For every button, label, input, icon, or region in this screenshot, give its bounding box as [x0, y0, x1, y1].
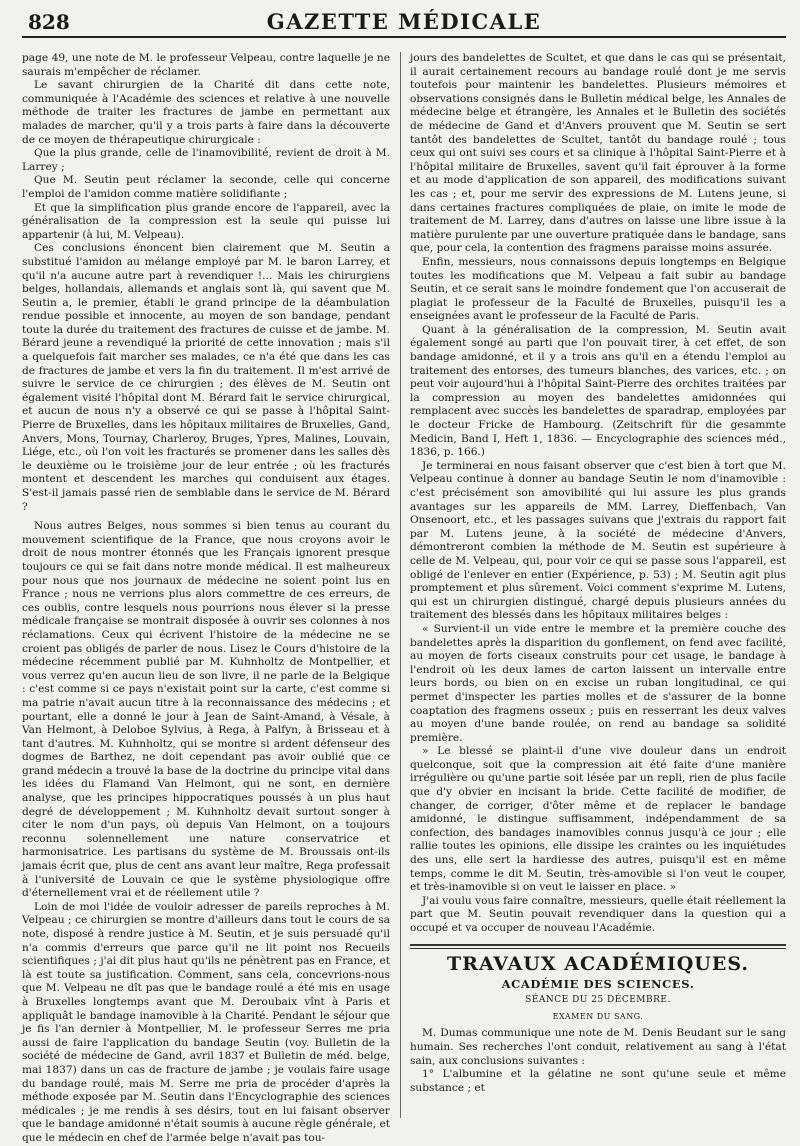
page-header [22, 8, 786, 38]
paragraph: jours des bandelettes de Scultet, et que dans le cas qui se présentait, il aurait certainement recours au bandage roulé dont je me servis toutefois pour maintenir les bandelettes. Plusieurs mémoires et observations consignés dans le Bulletin médical belge, les Annales de médecine belge et étrangère, les Annales et le Bulletin des sociétés de médecine de Gand et d'Anvers prouvent que M. Seutin se sert tantôt des bandelettes de Scultet, tantôt du bandage roulé ; tous ceux qui ont suivi ses cours et sa clinique à l'hôpital Saint-Pierre et à l'hôpital militaire de Bruxelles, savent qu'il fait éprouver à la forme et au mode d'application de son appareil, des modifications suivant les cas ; et, pour me servir des expressions de M. Lutens jeune, si dans certaines fractures compliquées de plaie, on imite le mode de traitement de M. Larrey, dans d'autres on laisse une libre issue à la matière purulente par une ouverture pratiquée dans le bandage, sans que, pour cela, la contention des fragmens paraisse moins assurée. [410, 52, 786, 255]
paragraph: Ces conclusions énoncent bien clairement que M. Seutin a substitué l'amidon au mélange employé par M. le baron Larrey, et qu'il n'a aucune autre part à revendiquer !... Mais les chirurgiens belges, hollandais, allemands et anglais sont là, qui savent que M. Seutin a, le premier, établi le grand principe de la déambulation rendue possible et innocente, au moyen de son bandage, pendant toute la durée du traitement des fractures de cuisse et de jambe. M. Bérard jeune a revendiqué la priorité de cette innovation ; mais s'il a quelquefois fait marcher ses malades, ce n'a été que dans les cas de fractures de jambe et vers la fin du traitement. Il m'est arrivé de suivre le service de ce chirurgien ; des élèves de M. Seutin ont également visité l'hôpital dont M. Bérard fait le service chirurgical, et aucun de nous n'y a observé ce qui se passe à l'hôpital Saint-Pierre de Bruxelles, dans les hôpitaux militaires de Bruxelles, Gand, Anvers, Mons, Tournay, Charleroy, Bruges, Ypres, Malines, Louvain, Liége, etc., où l'on voit les fracturés se promener dans les salles dès le deuxième ou le troisième jour de leur entrée ; où les fracturés montent et descendent les marches qui conduisent aux étages. S'est-il jamais passé rien de semblable dans le service de M. Bérard ? [22, 242, 390, 513]
paragraph: Le savant chirurgien de la Charité dit dans cette note, communiquée à l'Académie des sciences et relative à une nouvelle méthode de traiter les fractures de jambe en permettant aux malades de marcher, qu'il y a trois parts à faire dans la découverte de ce moyen de thérapeutique chirurgicale : [22, 79, 390, 146]
paragraph: Quant à la généralisation de la compression, M. Seutin avait également songé au parti que l'on pouvait tirer, à cet effet, de son bandage amidonné, et il y a trois ans qu'il en a étendu l'emploi au traitement des entorses, des tumeurs blanches, des varices, etc. ; on peut voir aujourd'hui à l'hôpital Saint-Pierre des orchites traitées par la compression au moyen des bandelettes amidonnées qui remplacent avec succès les bandelettes de sparadrap, employées par le docteur Fricke de Hambourg. (Zeitschrift für die gesammte Medicin, Band I, Heft 1, 1836. — Encyclographie des sciences méd., 1836, p. 166.) [410, 323, 786, 459]
page-number: 828 [28, 10, 70, 34]
section-title: TRAVAUX ACADÉMIQUES. [447, 952, 749, 975]
paragraph: Nous autres Belges, nous sommes si bien tenus au courant du mouvement scientifique de la France, que nous croyons avoir le droit de nous montrer étonnés que les Français ignorent presque toujours ce qui se fait dans notre monde médical. Il est malheureux pour nous que nos journaux de médecine ne soient point lus en France ; nous ne verrions plus alors commettre de ces erreurs, de ces oublis, contre lesquels nous pourrions nous élever si la presse médicale française se montrait disposée à ouvrir ses colonnes à nos réclamations. Ceux qui écrivent l'histoire de la médecine ne se croient pas obligés de parler de nous. Lisez le Cours d'histoire de la médecine récemment publié par M. Kuhnholtz de Montpellier, et vous verrez qu'en aucun lieu de son livre, il ne parle de la Belgique : c'est comme si ce pays n'existait point sur la carte, c'est comme si ma patrie n'avait aucun titre à la reconnaissance des médecins ; et pourtant, elle a donné le jour à Jean de Saint-Amand, à Vésale, à Van Helmont, à Deloboe Sylvius, à Rega, à Palfyn, à Brisseau et à tant d'autres. M. Kuhnholtz, qui se montre si ardent défenseur des dogmes de Barthez, ne doit cependant pas avoir oublié que ce grand médecin a trouvé la base de la doctrine du principe vital dans les idées du Flamand Van Helmont, qui ne sont, en dernière analyse, que les principes hippocratiques poussés à un plus haut degré de développement ; M. Kuhnholtz devait surtout songer à citer le nom d'un pays, où depuis Van Helmont, on a toujours reconnu solennellement une nature conservatrice et harmonisatrice. Les partisans du système de M. Broussais ont-ils jamais écrit que, plus de cent ans avant leur maître, Rega professait à l'université de Louvain ce que le système physiologique offre d'éternellement vrai et de réellement utile ? [22, 520, 390, 900]
right-column [410, 52, 786, 1118]
paragraph: J'ai voulu vous faire connaître, messieurs, quelle était réellement la part que M. Seutin pouvait revendiquer dans la question qui a occupé et va occuper de nouveau l'Académie. [410, 894, 786, 934]
paragraph: Et que la simplification plus grande encore de l'appareil, avec la généralisation de la compression est la seule qui puisse lui appartenir (à lui, M. Velpeau). [22, 201, 390, 241]
quote-paragraph: » Le blessé se plaint-il d'une vive douleur dans un endroit quelconque, soit que la compression ait été faite d'une manière irrégulière ou qu'une partie soit lésée par un repli, rien de plus facile que d'y obvier en incisant la bride. Cette facilité de modifier, de changer, de corriger, d'ôter même et de replacer le bandage amidonné, le distingue suffisamment, indépendamment de sa confection, des bandages inamovibles connus jusqu'à ce jour ; elle rallie toutes les opinions, elle dissipe les craintes ou les inquiétudes des uns, elle sert la hardiesse des autres, puisqu'il est en même temps, comme le dit M. Seutin, très-amovible si l'on veut le couper, et très-inamovible si on veut le laisser en place. » [410, 745, 786, 894]
paragraph: 1° L'albumine et la gélatine ne sont qu'une seule et même substance ; et [410, 1068, 786, 1094]
paragraph: Loin de moi l'idée de vouloir adresser de pareils reproches à M. Velpeau ; ce chirurgien se montre d'ailleurs dans tout le cours de sa note, disposé à rendre justice à M. Seutin, et je suis persuadé qu'il n'a commis d'erreurs que parce qu'il ne lit point nos Recueils scientifiques ; j'ai dit plus haut qu'ils ne pénètrent pas en France, et là est toute sa justification. Comment, sans cela, concevrions-nous que M. Velpeau ne dît pas que le bandage roulé a été mis en usage à Bruxelles longtemps avant que M. Deroubaix vînt à Paris et appliquât le bandage inamovible à la Charité. Pendant le séjour que je fis l'an dernier à Montpellier, M. le professeur Serres me pria aussi de faire l'application du bandage Seutin (voy. Bulletin de la société de médecine de Gand, avril 1837 et Bulletin de méd. belge, mai 1837) dans un cas de fracture de jambe ; je voulais faire usage du bandage roulé, mais M. Serre me pria de procéder d'après la méthode exposée par M. Seutin dans l'Encyclographie des sciences médicales ; je me rendis à ses désirs, tout en lui faisant observer que le bandage amidonné n'était soumis à aucune règle générale, et que le médecin en chef de l'armée belge n'avait pas tou- [22, 900, 390, 1144]
paragraph: Que M. Seutin peut réclamer la seconde, celle qui concerne l'emploi de l'amidon comme matière solidifiante ; [22, 174, 390, 200]
left-column [22, 52, 390, 1144]
paragraph: M. Dumas communique une note de M. Denis Beudant sur le sang humain. Ses recherches l'ont conduit, relativement au sang à l'état sain, aux conclusions suivantes : [410, 1027, 786, 1067]
paragraph: Enfin, messieurs, nous connaissons depuis longtemps en Belgique toutes les modifications que M. Velpeau a fait subir au bandage Seutin, et ce serait sans le moindre fondement que l'on accuserait de plagiat le professeur de la Faculté de Bruxelles, puisqu'il les a enseignées avant le professeur de la Faculté de Paris. [410, 255, 786, 323]
column-divider [400, 52, 401, 1118]
section-topic: EXAMEN DU SANG. [552, 1011, 644, 1021]
paragraph: page 49, une note de M. le professeur Velpeau, contre laquelle je ne saurais m'empêcher de réclamer. [22, 52, 390, 78]
text-columns [22, 52, 786, 1144]
paragraph: Je terminerai en nous faisant observer que c'est bien à tort que M. Velpeau continue à donner au bandage Seutin le nom d'inamovible : c'est précisément son amovibilité qui lui assure les plus grands avantages sur les appareils de MM. Larrey, Dieffenbach, Van Onsenoort, etc., et les passages suivans que j'extrais du rapport fait par M. Lutens jeune, à la société de médecine d'Anvers, démontreront combien la méthode de M. Seutin est supérieure à celle de M. Velpeau, qui, pour voir ce qui se passe sous l'appareil, est obligé de l'enlever en entier (Expérience, p. 53) ; M. Seutin agit plus promptement et plus sûrement. Voici comment s'exprime M. Lutens, qui est un chirurgien distingué, chargé depuis plusieurs années du traitement des blessés dans les hôpitaux militaires belges : [410, 459, 786, 622]
quote-paragraph: « Survient-il un vide entre le membre et la première couche des bandelettes après la disparition du gonflement, on fend avec facilité, au moyen de forts ciseaux construits pour cet usage, le bandage à l'endroit où les deux lames de carton laissent un intervalle entre leurs bords, ou bien on en excise un ruban longitudinal, ce qui permet d'inspecter les parties molles et de s'assurer de la bonne coaptation des fragmens osseux ; puis en resserrant les deux valves au moyen d'une bande roulée, on rend au bandage sa solidité première. [410, 622, 786, 744]
paragraph: Que la plus grande, celle de l'inamovibilité, revient de droit à M. Larrey ; [22, 147, 390, 173]
section-divider [410, 944, 786, 949]
newspaper-page [22, 8, 786, 1144]
running-title: GAZETTE MÉDICALE [266, 9, 542, 34]
section-subtitle: ACADÉMIE DES SCIENCES. [501, 976, 695, 991]
session-date: SÉANCE DU 25 DÉCEMBRE. [525, 995, 671, 1006]
